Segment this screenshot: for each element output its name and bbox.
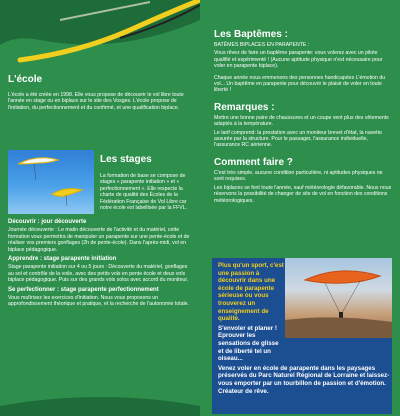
comment-faire-text-1: C'est très simple, aucune condition particulière, ni aptitudes physiques ne sont requises. <box>214 169 383 183</box>
baptemes-text-2: Chaque année nous emmenons des personnes handicapées L'émotion du vol... Un baptême en parapente pour découvrir le plaisir de voler en toute liberté ! <box>214 74 386 94</box>
perfectionnement-text: Vous maîtrisez les exercices d'initiation. Nous vous proposons un approfondissement théorique et pratique, et la recherche de l'autonomie totale. <box>8 295 189 308</box>
comment-faire-text-2: Les biplaces se font toute l'année, sauf météorologie défavorable. Nous nous réservons la possibilité de changer de site de vol en fonction des conditions météorologiques. <box>214 184 392 204</box>
comment-faire-title: Comment faire ? <box>214 156 293 168</box>
initiation-label: Apprendre : stage parapente initiation <box>8 256 117 263</box>
remarques-text-1: Mettre une bonne paire de chaussures et un coupe vent plus des vêtements adaptés à la température. <box>214 114 389 128</box>
right-text-block <box>214 29 392 206</box>
promo-line-3: Venez voler en école de parapente dans les paysages préservés du Parc Naturel Régional de Lorraine et laissez-vous emporter par un tourbillon de passion et d'émotion. Créateur de rêve. <box>218 364 390 395</box>
promo-line-2: S'envoler et planer ! Eprouver les sensations de glisse et de liberté tel un oiseau... <box>218 324 279 363</box>
baptemes-title: Les Baptêmes : <box>214 29 288 40</box>
remarques-text-2: Le tarif comprend: la prestation avec un moniteur brevet d'état, la navette assurée par la structure. Pour le passager, l'assurance individuelle, l'assurance RC aérienne. <box>214 129 382 149</box>
promo-line-1: Plus qu'un sport, c'est une passion à découvrir dans une école de parapente sérieuse ou vous trouverez un enseignement de qualité. <box>218 262 284 323</box>
stages-title: Les stages <box>100 154 152 165</box>
baptemes-subtitle: BATÊMES BIPLACES EN PARAPENTE : <box>214 42 310 48</box>
decouverte-label: Découvrir : jour découverte <box>8 219 87 225</box>
baptemes-text-1: Vous rêvez de faire un baptême parapente: vous volerez avec un pilote qualifié et expérimenté ! (Aucune aptitude physique n'est nécessaire pour voler en parapente biplace). <box>214 50 383 70</box>
swoosh-decoration <box>0 0 200 80</box>
stages-details <box>8 216 194 308</box>
initiation-text: Stage parapente initiation sur 4 ou 5 jours : Découverte du matériel, gonflages au sol et contrôle de la voile, avec des petits vols en pente école et deux vols biplace pédagogique. Puis sur des grands vols solos avec accord du moniteur. <box>8 264 189 284</box>
stages-intro: La formation de base se compose de stages « parapente initiation » et « perfectionnement ». Elle respecte la charte de qualité des Écoles de la Fédération Française de Vol Libre car notre école est labellisée par la FFVL. <box>100 173 188 212</box>
ecole-title: L'école <box>8 74 43 85</box>
chevron-decoration <box>0 388 200 416</box>
paraglider-photo <box>8 150 94 214</box>
promo-text <box>218 262 390 395</box>
decouverte-text: Journée découverte : Le matin découverte de l'activité et du matériel, cette formation vous permettra de manipuler un parapente sur une pente-école et de réaliser vos premiers gonflages (2h de pente-école). Dans l'après-midi, vol en biplace pédagogique. <box>8 227 190 253</box>
ecole-text: L'école a été créée en 1998. Elle vous propose de découvrir le vol libre toute l'année en stage ou en biplace sur le site des Vosges. L'école propose de l'initiation, du perfectionnement et du confirmé, et une qualification biplace. <box>8 92 184 111</box>
remarques-title: Remarques : <box>214 101 275 113</box>
perfectionnement-label: Se perfectionner : stage parapente perfectionnement <box>8 286 159 293</box>
